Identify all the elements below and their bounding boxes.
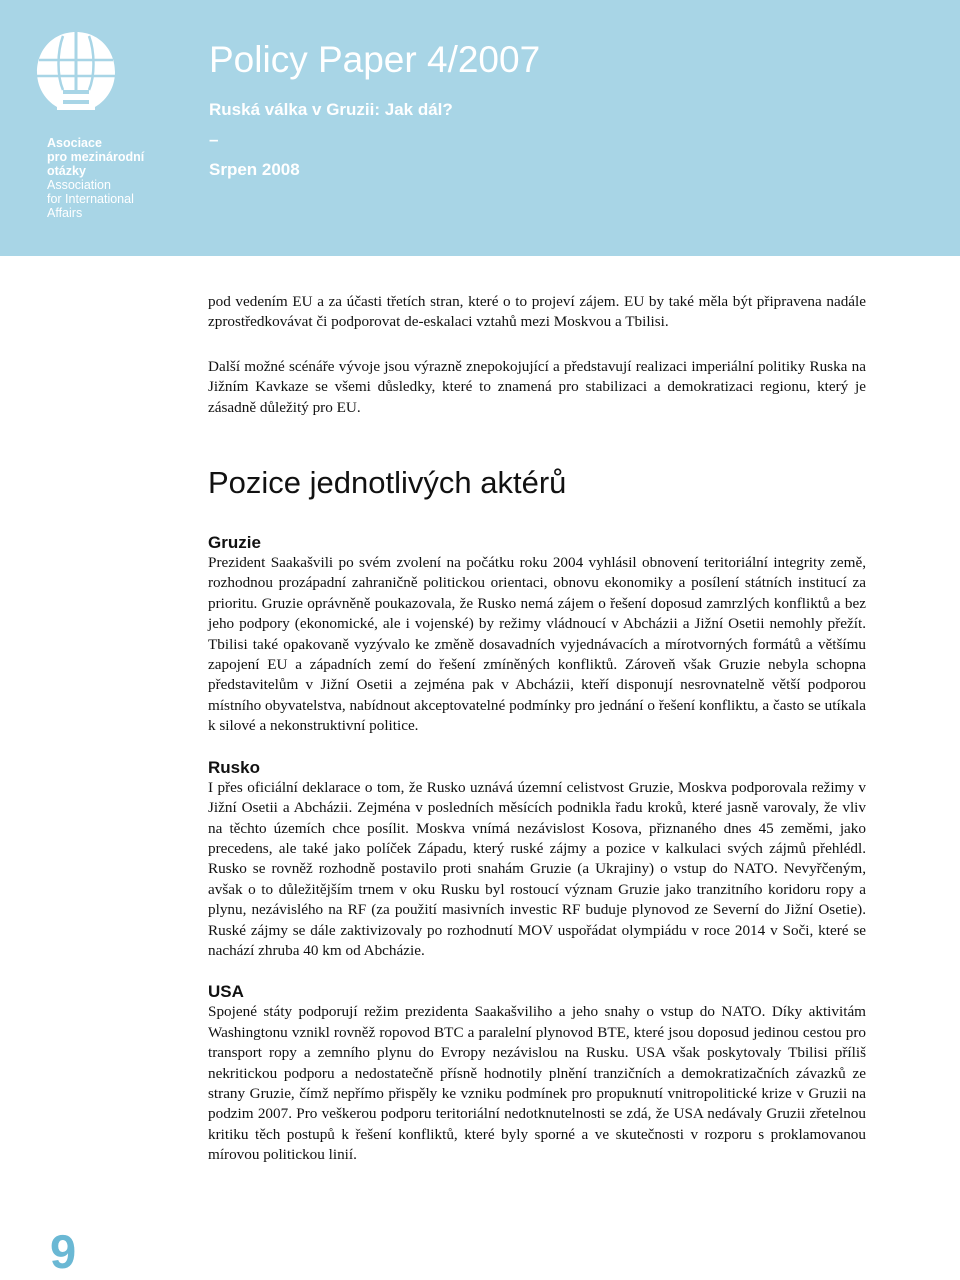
subsection-heading-georgia: Gruzie	[208, 533, 261, 553]
logo-line-1: Asociace	[47, 136, 102, 150]
organization-logo-text	[47, 136, 187, 220]
logo-line-5: for International	[47, 192, 134, 206]
page-number: 9	[50, 1225, 77, 1278]
logo-line-2: pro mezinárodní	[47, 150, 145, 164]
document-title: Policy Paper 4/2007	[209, 39, 541, 80]
subsection-text-georgia: Prezident Saakašvili po svém zvolení na počátku roku 2004 vyhlásil obnovení teritoriální integrity země, rozhodnou prozápadní zahraničně politickou orientaci, obnovu ekonomiky a posílení státních institucí za prioritu. Gruzie oprávněně poukazovala, že Rusko nemá zájem o řešení doposud zamrzlých konfliktů a bez jeho podpory (ekonomické, ale i vojenské) by režimy vládnoucí v Abcházii a Jižní Osetii nemohly přežít. Tbilisi také opakovaně vyzývalo ke změně dosavadních vyjednávacích a mírotvorných formátů a většímu zapojení EU a západních zemí do řešení zmíněných konfliktů. Zároveň však Gruzie nebyla schopna představitelům v Jižní Osetii a zejména pak v Abcházii, kteří disponují nesrovnatelně větší podporou místního obyvatelstva, nabídnout akceptovatelné podmínky pro jednání o řešení konfliktu, a často se utíkala k silové a nekonstruktivní politice.	[208, 554, 866, 735]
intro-paragraph-2: Další možné scénáře vývoje jsou výrazně znepokojující a představují realizaci imperiální politiky Ruska na Jižním Kavkaze se všemi důsledky, které to znamená pro stabilizaci a demokratizaci regionu, který je zásadně důležitý pro EU.	[208, 357, 866, 416]
subsection-heading-usa: USA	[208, 982, 244, 1002]
globe-logo-icon	[33, 28, 119, 128]
main-content	[208, 292, 866, 1166]
subtitle-dash: –	[209, 130, 219, 149]
header-band	[0, 0, 960, 256]
subsection-text-russia: I přes oficiální deklarace o tom, že Rusko uznává územní celistvost Gruzie, Moskva podporovala režimy v Jižní Osetii a Abcházii. Zejména v posledních měsících podnikla řadu kroků, které jasně varovaly, že vliv na těchto územích chce posílit. Moskva vnímá nezávislost Kosova, přiznaného dnes 45 zeměmi, jako precedens, ale také jako políček Západu, který ruské zájmy a pozice v kalkulaci svých zájmů přehlédl. Rusko se rovněž rozhodně postavilo proti snahám Gruzie (a Ukrajiny) o vstup do NATO. Nevyřčeným, avšak o to důležitějším trnem v oku Rusku byl rostoucí význam Gruzie jako tranzitního koridoru ropy a plynu, nezávislého na RF (za použití masivních investic RF buduje plynovod ze Severní do Jižní Osetie). Ruské zájmy se dále zaktivizovaly po rozhodnutí MOV uspořádat olympiádu v roce 2014 v Soči, které se nachází zhruba 40 km od Abcházie.	[208, 778, 866, 959]
document-subtitle-block	[209, 99, 453, 181]
logo-line-4: Association	[47, 178, 111, 192]
logo-line-6: Affairs	[47, 206, 83, 220]
logo-line-3: otázky	[47, 164, 86, 178]
subsection-heading-russia: Rusko	[208, 757, 260, 777]
document-subtitle: Ruská válka v Gruzii: Jak dál?	[209, 100, 453, 119]
subsection-text-usa: Spojené státy podporují režim prezidenta Saakašviliho a jeho snahy o vstup do NATO. Díky aktivitám Washingtonu vznikl rovněž ropovod BTC a paralelní plynovod BTE, které jsou doposud jedinou cestou pro transport ropy a zemního plynu do Evropy nezávislou na Rusku. USA však poskytovaly Tbilisi příliš nekritickou podporu a nedostatečně přísně hodnotily plnění tranzičních a demokratizačních závazků ze strany Gruzie, čímž nepřímo přispěly ke vzniku podmínek pro propuknutí vnitropolitické krize v Gruzii na podzim 2007. Pro veškerou podporu teritoriální nedotknutelnosti se zdá, že USA nedávaly Gruzii zřetelnou kritiku těch postupů k řešení konfliktů, které byly sporné a ve skutečnosti v rozporu s proklamovanou mírovou politickou linií.	[208, 1003, 866, 1164]
section-title: Pozice jednotlivých aktérů	[208, 465, 567, 501]
document-date: Srpen 2008	[209, 160, 300, 179]
intro-paragraph-1: pod vedením EU a za účasti třetích stran, které o to projeví zájem. EU by také měla být připravena nadále zprostředkovávat či podporovat de-eskalaci vztahů mezi Moskvou a Tbilisi.	[208, 293, 866, 331]
